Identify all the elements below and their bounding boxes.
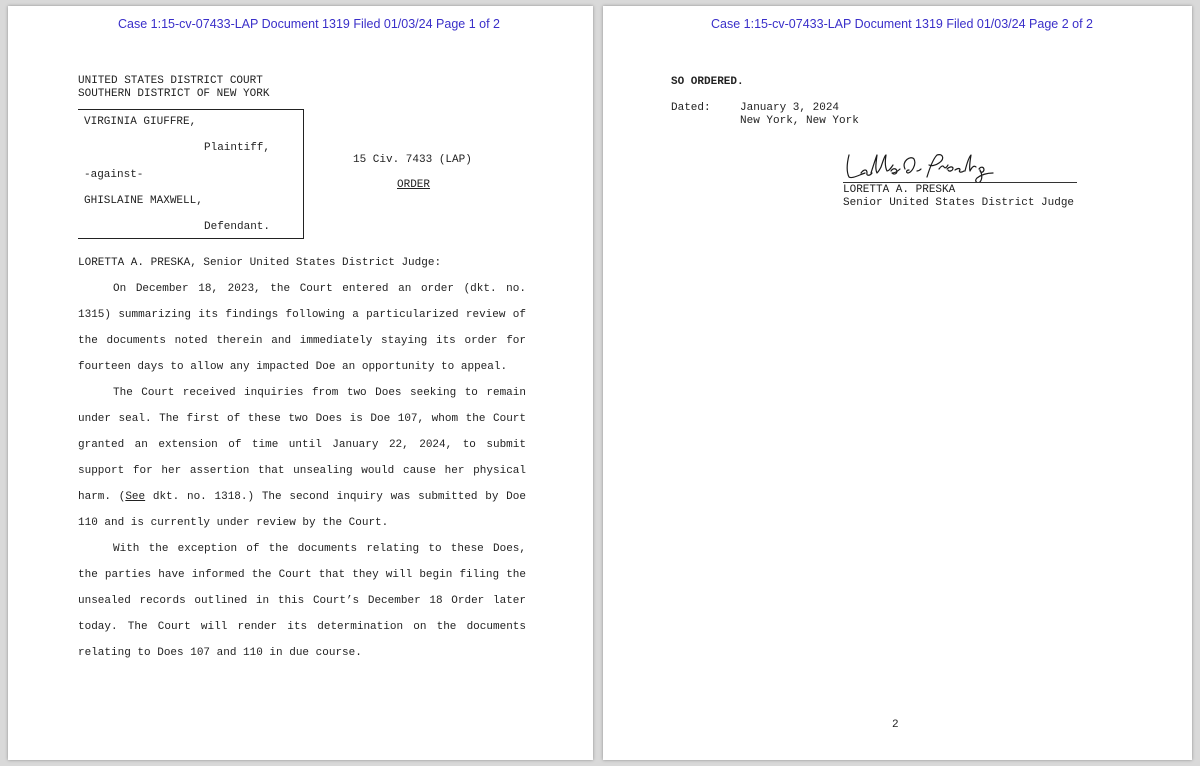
paragraph-1: On December 18, 2023, the Court entered an order (dkt. no. 1315) summarizing its findings following a particularized review of the documents noted therein and immediately staying its order for fourteen days to allow any impacted Doe an opportunity to appeal. (78, 283, 526, 373)
page-number: 2 (892, 719, 899, 731)
judge-signature (843, 149, 1003, 183)
dated-label: Dated: (671, 102, 711, 114)
court-name: UNITED STATES DISTRICT COURT (78, 75, 263, 87)
filing-stamp: Case 1:15-cv-07433-LAP Document 1319 Filed 01/03/24 Page 1 of 2 (118, 17, 500, 31)
document-page-1 (8, 6, 593, 760)
signature-line (843, 182, 1077, 183)
plaintiff-role: Plaintiff, (204, 142, 271, 154)
paragraph-2-part-a: The Court received inquiries from two Does seeking to remain under seal. The first of these two Does is Doe 107, whom the Court granted an extension of time until January 22, 2024, to submit support for her assertion that unsealing would cause her physical harm. ( (78, 387, 526, 503)
order-title: ORDER (397, 179, 431, 191)
plaintiff-name: VIRGINIA GIUFFRE, (84, 116, 197, 128)
defendant-name: GHISLAINE MAXWELL, (84, 195, 203, 207)
against-text: -against- (84, 169, 144, 181)
document-page-2 (603, 6, 1192, 760)
case-number: 15 Civ. 7433 (LAP) (353, 154, 472, 166)
signer-title: Senior United States District Judge (843, 197, 1075, 209)
court-heading (78, 75, 269, 101)
paragraph-2-part-b: dkt. no. 1318.) The second inquiry was submitted by Doe 110 and is currently under review by the Court. (78, 491, 526, 529)
paragraph-2 (78, 380, 526, 536)
judge-intro: LORETTA A. PRESKA, Senior United States District Judge: (78, 257, 442, 269)
paragraph-3: With the exception of the documents relating to these Does, the parties have informed the Court that they will begin filing the unsealed records outlined in this Court’s December 18 Order later today. The Court will render its determination on the documents relating to Does 107 and 110 in due course. (78, 543, 526, 659)
court-district: SOUTHERN DISTRICT OF NEW YORK (78, 88, 270, 100)
defendant-role: Defendant. (204, 221, 271, 233)
signer-name: LORETTA A. PRESKA (843, 184, 956, 196)
order-date: January 3, 2024 (740, 102, 840, 114)
order-body (78, 250, 526, 666)
order-place: New York, New York (740, 115, 859, 127)
see-signal: See (125, 491, 146, 503)
filing-stamp: Case 1:15-cv-07433-LAP Document 1319 Filed 01/03/24 Page 2 of 2 (711, 17, 1093, 31)
so-ordered: SO ORDERED. (671, 76, 744, 88)
